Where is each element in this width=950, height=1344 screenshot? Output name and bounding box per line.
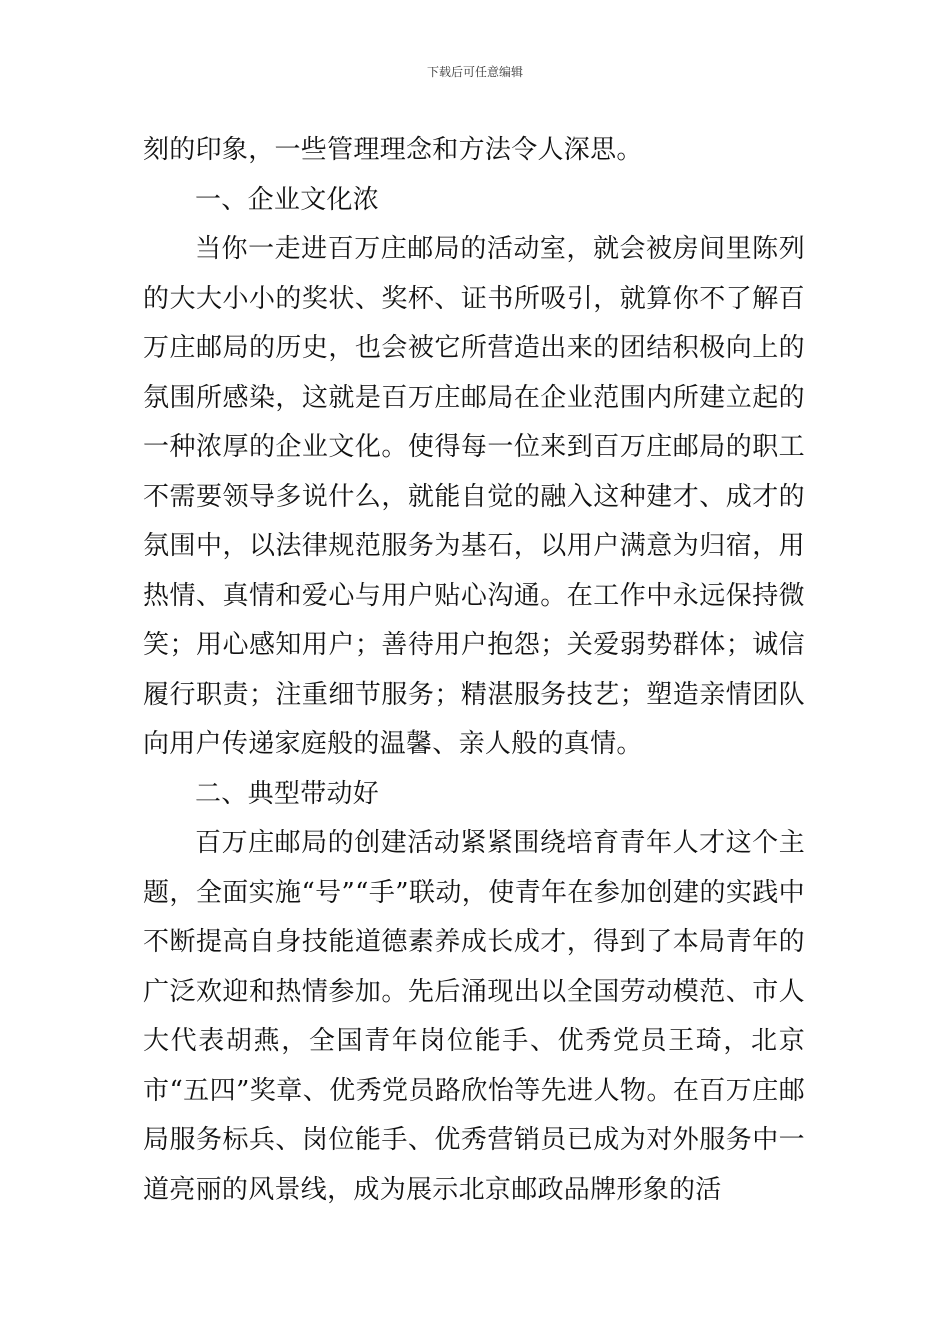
- page-header: 下载后可任意编辑: [426, 65, 523, 79]
- section-heading-role-models: 二、典型带动好: [195, 778, 380, 809]
- paragraph-role-models: 百万庄邮局的创建活动紧紧围绕培育青年人才这个主题，全面实施“号”“手”联动，使青年在参加创建的实践中不断提高自身技能道德素养成长成才，得到了本局青年的广泛欢迎和热情参加。先后涌现出以全国劳动模范、市人大代表胡燕，全国青年岗位能手、优秀党员王琦，北京市“五四”奖章、优秀党员路欣怡等先进人物。在百万庄邮局服务标兵、岗位能手、优秀营销员已成为对外服务中一道亮丽的风景线，成为展示北京邮政品牌形象的活: [143, 828, 805, 1205]
- paragraph-continuation: 刻的印象，一些管理理念和方法令人深思。: [143, 135, 643, 165]
- paragraph-corporate-culture: 当你一走进百万庄邮局的活动室，就会被房间里陈列的大大小小的奖状、奖杯、证书所吸引，就算你不了解百万庄邮局的历史，也会被它所营造出来的团结积极向上的氛围所感染，这就是百万庄邮局在企业范围内所建立起的一种浓厚的企业文化。使得每一位来到百万庄邮局的职工不需要领导多说什么，就能自觉的融入这种建才、成才的氛围中，以法律规范服务为基石，以用户满意为归宿，用热情、真情和爱心与用户贴心沟通。在工作中永远保持微笑；用心感知用户；善待用户抱怨；关爱弱势群体；诚信履行职责；注重细节服务；精湛服务技艺；塑造亲情团队向用户传递家庭般的温馨、亲人般的真情。: [143, 234, 805, 759]
- section-heading-corporate-culture: 一、企业文化浓: [195, 184, 380, 215]
- document-body: [143, 126, 805, 1215]
